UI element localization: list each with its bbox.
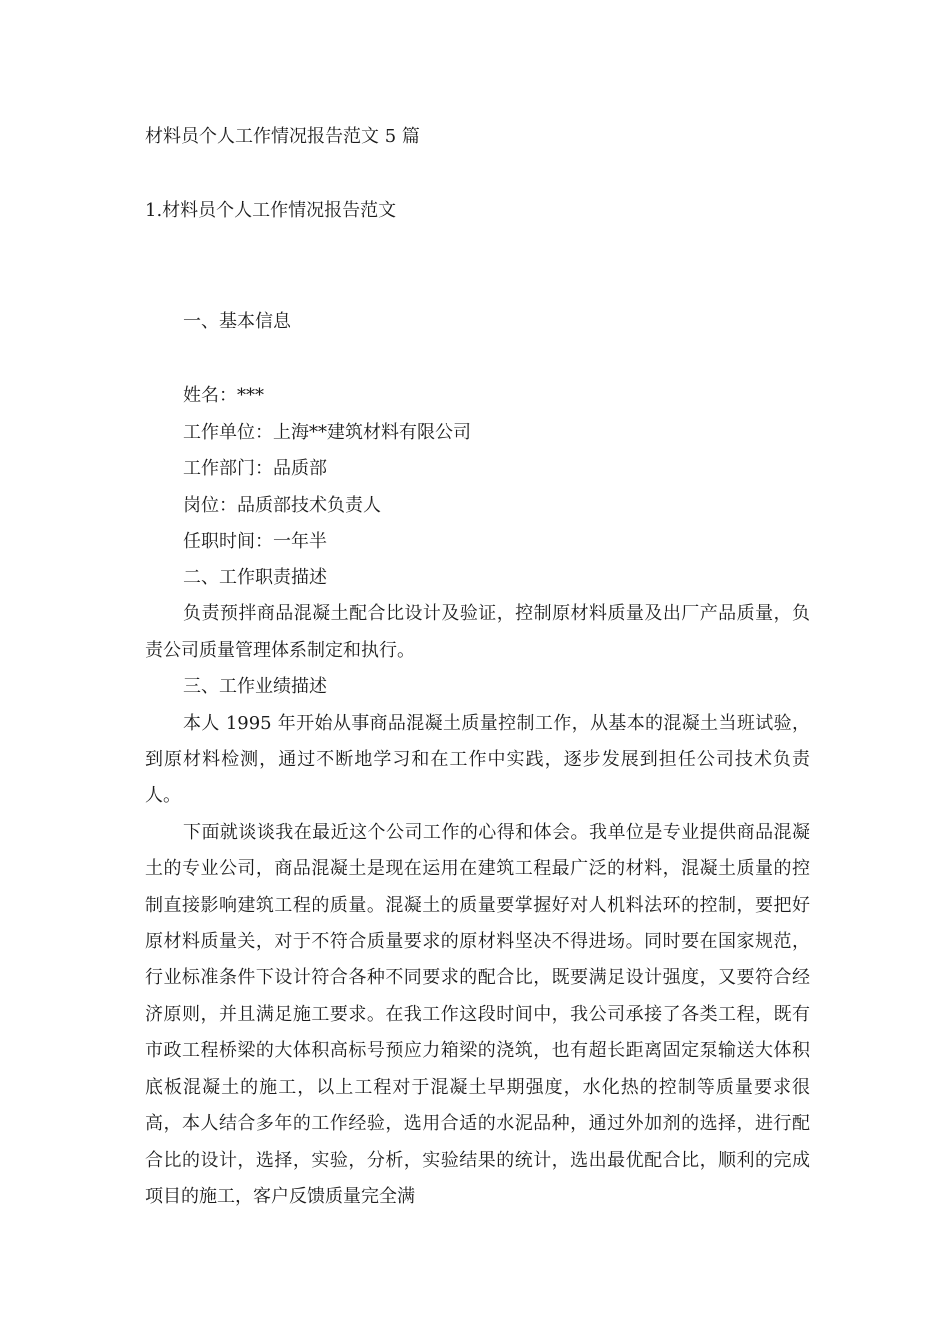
info-name: 姓名：*** bbox=[183, 385, 264, 406]
basic-info-list bbox=[183, 378, 471, 561]
section-title: 1.材料员个人工作情况报告范文 bbox=[145, 200, 397, 221]
performance-paragraph-1: 本人 1995 年开始从事商品混凝土质量控制工作，从基本的混凝土当班试验，到原材料检测，通过不断地学习和在工作中实践，逐步发展到担任公司技术负责人。 bbox=[145, 712, 810, 807]
info-department: 工作部门：品质部 bbox=[183, 458, 327, 479]
info-tenure: 任职时间：一年半 bbox=[183, 531, 327, 552]
report-body bbox=[145, 560, 810, 1215]
info-position: 岗位：品质部技术负责人 bbox=[183, 494, 381, 516]
basic-info-heading: 一、基本信息 bbox=[183, 311, 291, 332]
info-employer: 工作单位：上海**建筑材料有限公司 bbox=[183, 421, 471, 443]
document-title: 材料员个人工作情况报告范文 5 篇 bbox=[145, 126, 420, 147]
duties-heading: 二、工作职责描述 bbox=[183, 567, 327, 588]
performance-paragraph-2: 下面就谈谈我在最近这个公司工作的心得和体会。我单位是专业提供商品混凝土的专业公司，商品混凝土是现在运用在建筑工程最广泛的材料，混凝土质量的控制直接影响建筑工程的质量。混凝土的质量要掌握好对人机料法环的控制，要把好原材料质量关，对于不符合质量要求的原材料坚决不得进场。同时要在国家规范，行业标准条件下设计符合各种不同要求的配合比，既要满足设计强度，又要符合经济原则，并且满足施工要求。在我工作这段时间中，我公司承接了各类工程，既有市政工程桥梁的大体积高标号预应力箱梁的浇筑，也有超长距离固定泵输送大体积底板混凝土的施工，以上工程对于混凝土早期强度，水化热的控制等质量要求很高，本人结合多年的工作经验，选用合适的水泥品种，通过外加剂的选择，进行配合比的设计，选择，实验，分析，实验结果的统计，选出最优配合比，顺利的完成项目的施工，客户反馈质量完全满 bbox=[145, 821, 810, 1207]
performance-heading: 三、工作业绩描述 bbox=[183, 676, 327, 698]
duties-paragraph: 负责预拌商品混凝土配合比设计及验证，控制原材料质量及出厂产品质量，负责公司质量管理体系制定和执行。 bbox=[145, 603, 810, 661]
